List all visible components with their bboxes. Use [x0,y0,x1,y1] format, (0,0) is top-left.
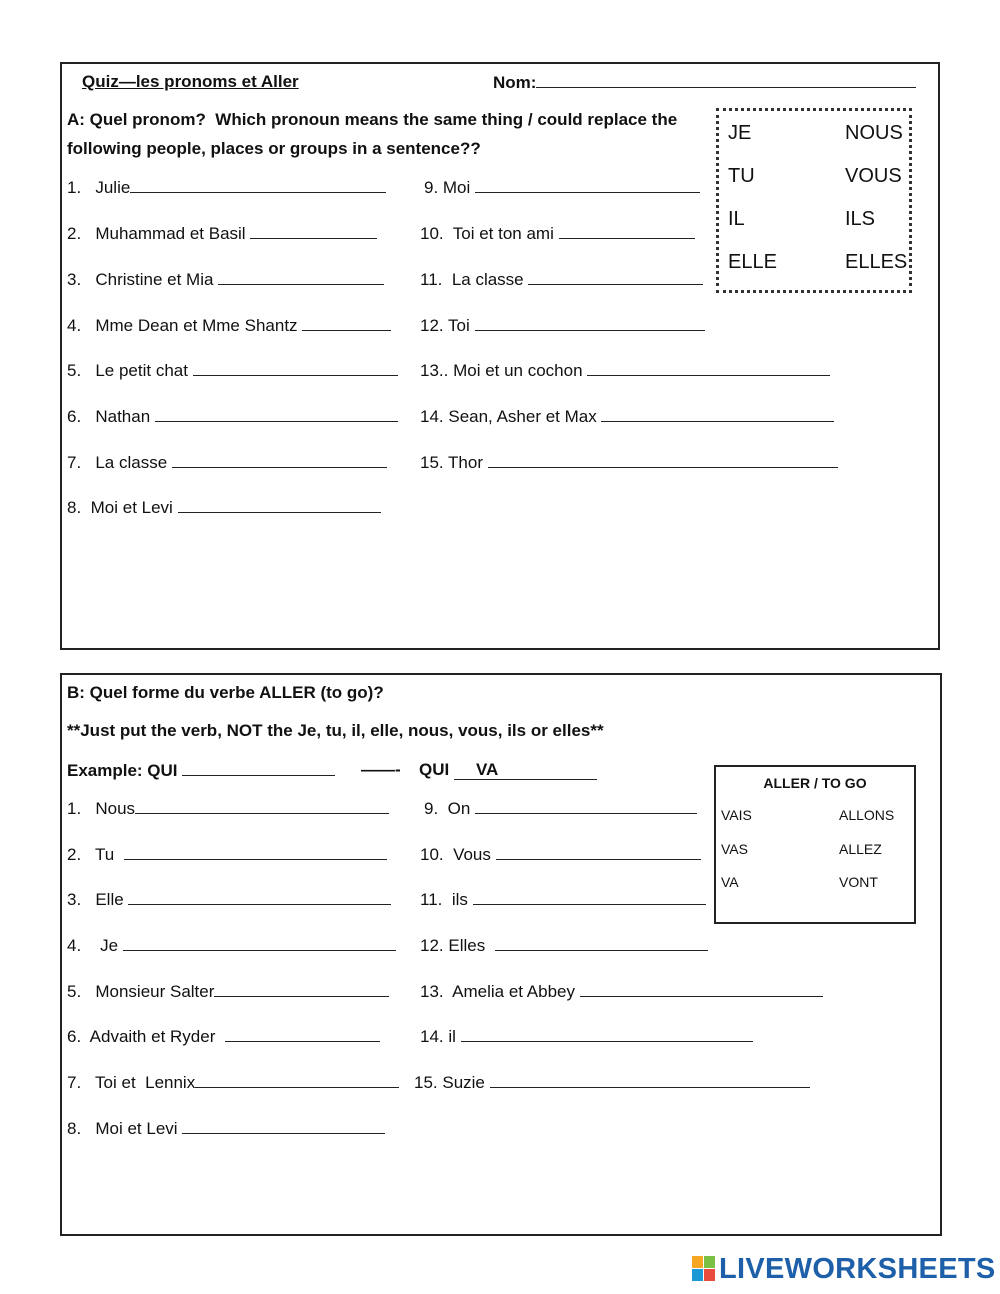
answer-blank[interactable] [601,406,834,422]
list-item: 12. Toi [420,315,705,336]
answer-blank[interactable] [559,223,695,239]
answer-blank[interactable] [490,1072,810,1088]
list-item: 12. Elles [420,935,708,956]
name-blank[interactable] [536,72,916,88]
list-item: 2. Tu [67,844,387,865]
list-item: 6. Advaith et Ryder [67,1026,380,1047]
answer-blank[interactable] [528,269,703,285]
example-answer-line: QUI VA [419,760,597,780]
answer-blank[interactable] [214,981,389,997]
section-a-instruction-line1: A: Quel pronom? Which pronoun means the same thing / could replace the [67,110,678,129]
conjugation-allez: ALLEZ [839,841,882,857]
list-item: 9. Moi [424,177,700,198]
list-item: 5. Monsieur Salter [67,981,389,1002]
list-item: 8. Moi et Levi [67,1118,385,1139]
logo-text: LIVEWORKSHEETS [719,1252,996,1285]
pronoun-il: IL [728,208,745,230]
answer-blank[interactable] [461,1026,753,1042]
list-item: 10. Toi et ton ami [420,223,695,244]
answer-blank[interactable] [218,269,384,285]
list-item: 7. Toi et Lennix [67,1072,399,1093]
example-line: Example: QUI [67,760,335,781]
quiz-title: Quiz—les pronoms et Aller [82,72,299,91]
section-a-instruction-line2: following people, places or groups in a sentence?? [67,139,481,158]
example-dash: ——- [361,760,401,779]
pronoun-ils: ILS [845,208,876,230]
list-item: 1. Nous [67,798,389,819]
answer-blank[interactable] [587,360,830,376]
answer-blank[interactable] [193,360,398,376]
answer-blank[interactable] [195,1072,399,1088]
name-label: Nom: [493,72,916,93]
list-item: 10. Vous [420,844,701,865]
list-item: 11. ils [420,889,706,910]
answer-blank[interactable] [488,452,838,468]
list-item: 3. Elle [67,889,391,910]
list-item: 1. Julie [67,177,386,198]
answer-blank[interactable] [225,1026,380,1042]
answer-blank[interactable] [128,889,391,905]
pronoun-elle: ELLE [728,251,777,273]
answer-blank[interactable] [580,981,823,997]
answer-blank[interactable] [250,223,377,239]
example-answer: VA [475,760,499,779]
answer-blank[interactable] [495,935,708,951]
pronoun-elles: ELLES [845,251,908,273]
list-item: 14. il [420,1026,753,1047]
conjugation-vont: VONT [839,874,878,890]
list-item: 2. Muhammad et Basil [67,223,377,244]
liveworksheets-logo [692,1252,996,1286]
answer-blank[interactable] [473,889,706,905]
pronoun-tu: TU [728,165,755,187]
answer-blank[interactable] [123,935,396,951]
list-item: 4. Je [67,935,396,956]
list-item: 5. Le petit chat [67,360,398,381]
list-item: 14. Sean, Asher et Max [420,406,834,427]
answer-blank[interactable] [496,844,701,860]
list-item: 7. La classe [67,452,387,473]
answer-blank[interactable] [172,452,387,468]
conjugation-vas: VAS [721,841,748,857]
conjugation-allons: ALLONS [839,807,895,823]
pronoun-je: JE [728,122,752,144]
answer-blank[interactable] [475,798,697,814]
answer-blank[interactable] [178,497,381,513]
answer-blank[interactable] [475,177,700,193]
list-item: 3. Christine et Mia [67,269,384,290]
pronoun-nous: NOUS [845,122,903,144]
list-item: 11. La classe [420,269,703,290]
section-b-note: **Just put the verb, NOT the Je, tu, il, elle, nous, vous, ils or elles** [67,721,604,740]
list-item: 13.. Moi et un cochon [420,360,830,381]
answer-blank[interactable] [130,177,386,193]
example-blank [182,760,335,776]
list-item: 8. Moi et Levi [67,497,381,518]
section-b-title: B: Quel forme du verbe ALLER (to go)? [67,683,384,702]
conjugation-va: VA [721,874,739,890]
answer-blank[interactable] [182,1118,385,1134]
answer-blank[interactable] [135,798,389,814]
list-item: 6. Nathan [67,406,398,427]
answer-blank[interactable] [475,315,705,331]
answer-blank[interactable] [155,406,398,422]
list-item: 13. Amelia et Abbey [420,981,823,1002]
answer-blank[interactable] [124,844,387,860]
conjugation-title: ALLER / TO GO [763,775,867,791]
pronoun-vous: VOUS [845,165,902,187]
list-item: 4. Mme Dean et Mme Shantz [67,315,391,336]
conjugation-vais: VAIS [721,807,752,823]
answer-blank[interactable] [302,315,391,331]
logo-mark-icon [692,1256,716,1282]
list-item: 9. On [424,798,697,819]
list-item: 15. Suzie [414,1072,810,1093]
list-item: 15. Thor [420,452,838,473]
